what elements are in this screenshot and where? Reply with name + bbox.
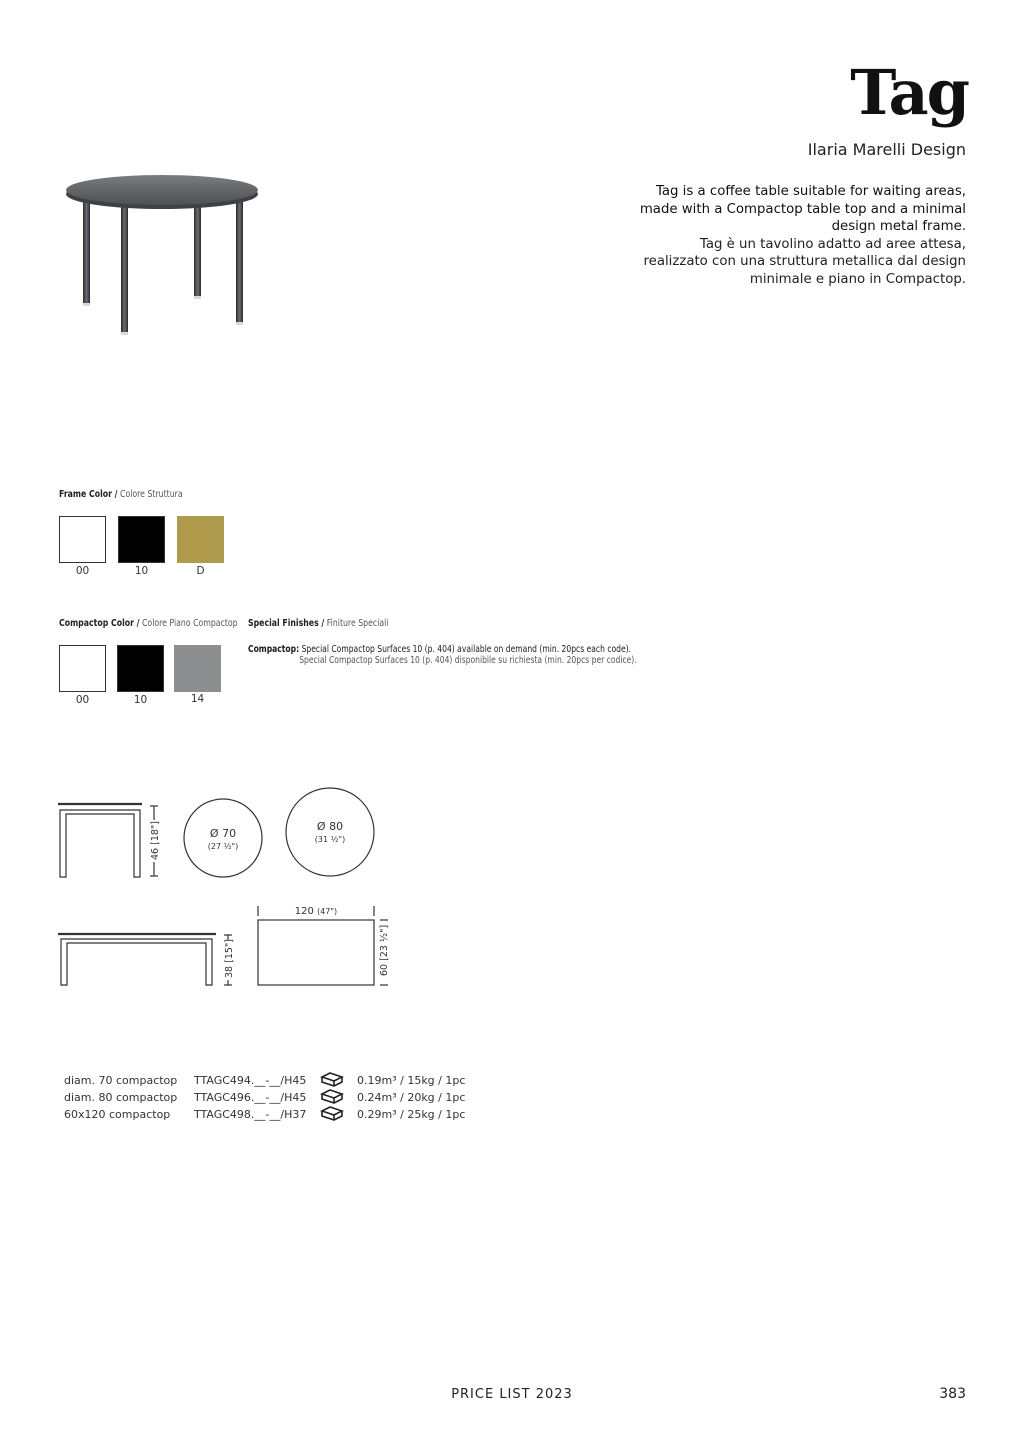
product-photo	[60, 170, 270, 340]
compactop-code-00: 00	[75, 694, 90, 706]
compactop-swatch-14[interactable]	[174, 645, 221, 692]
description-it: Tag è un tavolino adatto ad aree attesa, realizzato con una struttura metallica dal design minimale e piano in Compactop.	[643, 236, 966, 287]
frame-swatch-00[interactable]	[59, 516, 106, 563]
compactop-color-label: Compactop Color / Colore Piano Compactop	[59, 618, 238, 629]
product-name: diam. 70 compactop	[64, 1074, 178, 1087]
svg-text:120 (47")	[295, 906, 337, 917]
diam-80-inch-label: (31 ½")	[314, 835, 346, 844]
frame-code-00: 00	[75, 565, 90, 577]
diam-70-label: Ø 70	[209, 827, 237, 840]
frame-code-d: D	[196, 565, 205, 577]
compactop-swatch-10[interactable]	[117, 645, 164, 692]
product-code: TTAGC496.__-__/H45	[194, 1091, 307, 1104]
package-info: 0.29m³ / 25kg / 1pc	[357, 1108, 466, 1121]
package-info: 0.19m³ / 15kg / 1pc	[357, 1074, 466, 1087]
special-finishes-label: Special Finishes / Finiture Speciali	[248, 618, 389, 629]
compactop-code-10: 10	[133, 694, 148, 706]
top-view-diam-80	[286, 788, 374, 876]
side-view-rect-table	[58, 934, 235, 985]
height-38-label: 38 [15"]	[224, 939, 235, 978]
special-finishes-text	[248, 644, 637, 666]
height-45-label: 46 [18"]	[150, 821, 161, 860]
frame-color-label: Frame Color / Colore Struttura	[59, 489, 183, 500]
special-finishes-it: Special Compactop Surfaces 10 (p. 404) disponibile su richiesta (min. 20pcs per codice).	[299, 655, 637, 666]
product-description	[636, 183, 966, 288]
product-code: TTAGC498.__-__/H37	[194, 1108, 307, 1121]
compactop-code-14: 14	[190, 693, 205, 705]
designer-name: Ilaria Marelli Design	[807, 140, 966, 159]
special-finishes-en: Special Compactop Surfaces 10 (p. 404) available on demand (min. 20pcs each code).	[301, 644, 632, 655]
product-title: Tag	[850, 56, 968, 129]
depth-60-label: 60 [23 ½"]	[379, 924, 390, 976]
product-name: diam. 80 compactop	[64, 1091, 178, 1104]
description-en: Tag is a coffee table suitable for waiting areas, made with a Compactop table top and a minimal design metal frame.	[639, 184, 966, 234]
frame-code-10: 10	[134, 565, 149, 577]
product-code: TTAGC494.__-__/H45	[194, 1074, 307, 1087]
dimension-drawings	[50, 780, 410, 1000]
frame-swatch-10[interactable]	[118, 516, 165, 563]
frame-swatch-d[interactable]	[177, 516, 224, 563]
special-finishes-key: Compactop:	[248, 644, 300, 655]
page-number: 383	[939, 1386, 966, 1402]
top-view-rect	[258, 906, 390, 985]
product-name: 60x120 compactop	[64, 1108, 171, 1121]
diam-70-inch-label: (27 ½")	[207, 842, 239, 851]
top-view-diam-70	[184, 799, 262, 877]
width-120-label: 120	[294, 906, 314, 917]
width-120-inch-label: (47")	[317, 907, 338, 916]
footer-title: PRICE LIST 2023	[451, 1387, 573, 1402]
side-view-round-table	[58, 804, 161, 877]
diam-80-label: Ø 80	[316, 820, 344, 833]
package-icon	[320, 1105, 344, 1126]
package-info: 0.24m³ / 20kg / 1pc	[357, 1091, 466, 1104]
compactop-swatch-00[interactable]	[59, 645, 106, 692]
